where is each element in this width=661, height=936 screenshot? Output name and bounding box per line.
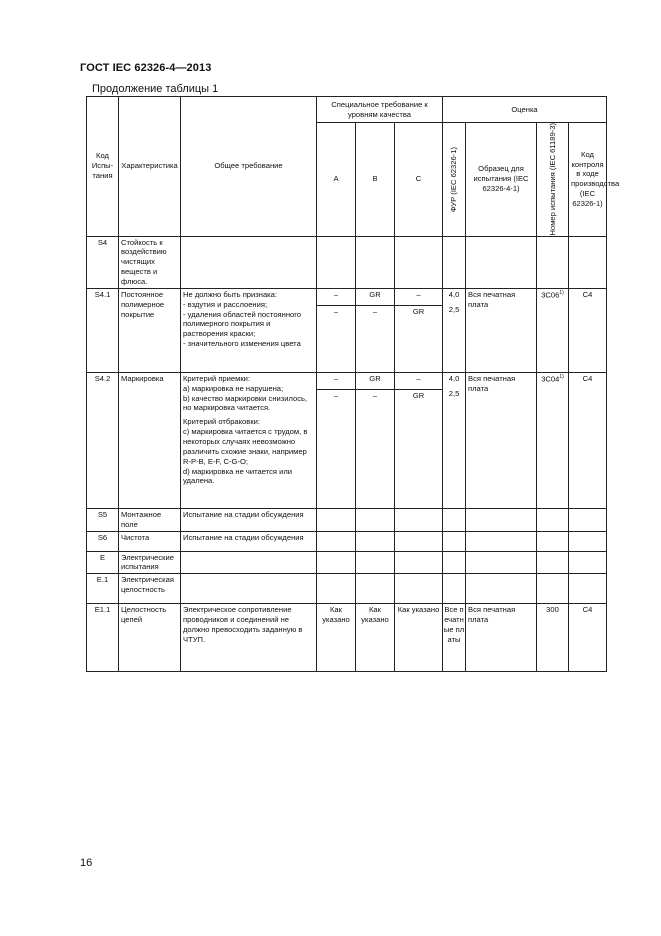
document-title: ГОСТ IEC 62326-4—2013 — [80, 62, 212, 74]
fur-cell — [443, 372, 466, 508]
header-evaluation: Оценка — [443, 97, 607, 123]
empty-cell — [537, 236, 569, 288]
empty-cell — [181, 551, 317, 574]
header-level-c: C — [395, 123, 443, 237]
row-code: E — [87, 551, 119, 574]
level-b-value: – — [356, 389, 394, 406]
empty-cell — [443, 531, 466, 551]
row-characteristic: Электрические испытания — [119, 551, 181, 574]
row-code: S4.2 — [87, 372, 119, 508]
empty-cell — [569, 574, 607, 604]
empty-cell — [569, 508, 607, 531]
sample-cell: Вся печатная плата — [466, 372, 537, 508]
fur-value: 4,0 — [448, 289, 460, 299]
control-code-cell: C4 — [569, 604, 607, 672]
level-c-cell — [395, 288, 443, 372]
table-row — [87, 604, 607, 672]
fur-value: 4,0 — [448, 373, 460, 383]
empty-cell — [466, 508, 537, 531]
empty-cell — [569, 531, 607, 551]
row-characteristic: Постоянное полимерное покрытие — [119, 288, 181, 372]
empty-cell — [443, 236, 466, 288]
test-number: 3C06 — [541, 290, 560, 300]
header-special-requirement: Специальное требование к уровням качества — [317, 97, 443, 123]
level-a-value: – — [317, 305, 355, 322]
empty-cell — [395, 508, 443, 531]
empty-cell — [395, 236, 443, 288]
level-b-cell — [356, 288, 395, 372]
row-code: S6 — [87, 531, 119, 551]
row-requirement: Испытание на стадии обсуждения — [181, 508, 317, 531]
empty-cell — [356, 574, 395, 604]
level-c-value: GR — [395, 305, 442, 322]
row-code: E.1 — [87, 574, 119, 604]
level-b-value: – — [356, 305, 394, 322]
test-number-cell: 300 — [537, 604, 569, 672]
sample-cell: Вся печатная плата — [466, 288, 537, 372]
table-row — [87, 372, 607, 508]
test-footnote: 1) — [559, 373, 564, 380]
empty-cell — [356, 531, 395, 551]
empty-cell — [356, 236, 395, 288]
table-row — [87, 574, 607, 604]
control-code-cell: C4 — [569, 288, 607, 372]
empty-cell — [443, 508, 466, 531]
empty-cell — [466, 236, 537, 288]
table-row — [87, 551, 607, 574]
empty-cell — [356, 551, 395, 574]
empty-cell — [443, 551, 466, 574]
fur-value: Все печатные платы — [443, 604, 466, 672]
control-code-cell: C4 — [569, 372, 607, 508]
empty-cell — [356, 508, 395, 531]
row-code: E1.1 — [87, 604, 119, 672]
empty-cell — [181, 574, 317, 604]
header-sample: Образец для испытания (IEC 62326-4-1) — [466, 123, 537, 237]
header-fur — [443, 123, 466, 237]
empty-cell — [317, 508, 356, 531]
empty-cell — [317, 574, 356, 604]
empty-cell — [317, 236, 356, 288]
row-characteristic: Чистота — [119, 531, 181, 551]
level-a-value: – — [317, 389, 355, 406]
fur-cell — [443, 288, 466, 372]
row-requirement: Испытание на стадии обсуждения — [181, 531, 317, 551]
table-row — [87, 236, 607, 288]
test-number-cell — [537, 288, 569, 372]
empty-cell — [181, 236, 317, 288]
header-level-b: B — [356, 123, 395, 237]
empty-cell — [395, 551, 443, 574]
page-number: 16 — [80, 857, 93, 869]
level-a-value: Как указано — [317, 604, 356, 672]
table-row — [87, 531, 607, 551]
row-code: S4.1 — [87, 288, 119, 372]
empty-cell — [569, 551, 607, 574]
level-a-cell — [317, 288, 356, 372]
row-requirement — [181, 372, 317, 508]
header-general-requirement: Общее требование — [181, 97, 317, 237]
header-fur-text: ФУР (IEC 62326-1) — [449, 146, 459, 212]
level-c-cell — [395, 372, 443, 508]
table-row — [87, 508, 607, 531]
empty-cell — [537, 531, 569, 551]
empty-cell — [537, 508, 569, 531]
level-c-value: – — [416, 373, 421, 383]
table-row — [87, 288, 607, 372]
level-b-value: Как указано — [356, 604, 395, 672]
test-footnote: 1) — [559, 289, 564, 296]
header-control-code: Код контроля в ходе производства (IEC 62326-1) — [569, 123, 607, 237]
empty-cell — [569, 236, 607, 288]
rejection-criteria: Критерий отбраковки: c) маркировка читается с трудом, в некоторых случаях невозможно различить схожие знаки, например R-P-B, E-F, C-G-O; d) маркировка не читается или удалена. — [183, 417, 308, 486]
empty-cell — [466, 574, 537, 604]
acceptance-criteria: Критерий приемки: a) маркировка не нарушена; b) качество маркировки снизилось, но маркировка читается. — [183, 373, 308, 413]
row-characteristic: Электрическая целостность — [119, 574, 181, 604]
header-test-number — [537, 123, 569, 237]
empty-cell — [537, 574, 569, 604]
level-a-cell — [317, 372, 356, 508]
row-code: S5 — [87, 508, 119, 531]
header-characteristic: Характеристика — [119, 97, 181, 237]
empty-cell — [466, 551, 537, 574]
level-b-cell — [356, 372, 395, 508]
fur-value: 2,5 — [448, 304, 460, 314]
test-number: 3C04 — [541, 374, 560, 384]
level-a-value: – — [333, 373, 339, 383]
fur-value: 2,5 — [448, 388, 460, 398]
header-level-a: A — [317, 123, 356, 237]
test-number-cell — [537, 372, 569, 508]
empty-cell — [395, 531, 443, 551]
level-a-value: – — [333, 289, 339, 299]
header-row-1 — [87, 97, 607, 123]
row-code: S4 — [87, 236, 119, 288]
row-characteristic: Монтажное поле — [119, 508, 181, 531]
empty-cell — [443, 574, 466, 604]
level-c-value: – — [416, 289, 421, 299]
requirements-table — [86, 96, 620, 672]
empty-cell — [317, 531, 356, 551]
empty-cell — [317, 551, 356, 574]
level-c-value: Как указано — [395, 604, 443, 672]
level-c-value: GR — [395, 389, 442, 406]
sample-cell: Вся печатная плата — [466, 604, 537, 672]
header-code: Код Испы-тания — [87, 97, 119, 237]
header-test-number-text: Номер испытания (IEC 61189-3) — [547, 123, 557, 236]
row-requirement: Не должно быть признака: - вздутия и расслоения; - удаления областей постоянного полимерного покрытия и растворения краски; - значительного изменения цвета — [181, 288, 317, 372]
empty-cell — [466, 531, 537, 551]
row-requirement: Электрическое сопротивление проводников и соединений не должно превосходить заданную в ЧТУП. — [181, 604, 317, 672]
empty-cell — [395, 574, 443, 604]
row-characteristic: Стойкость к воздействию чистящих веществ и флюса. — [119, 236, 181, 288]
row-characteristic: Маркировка — [119, 372, 181, 508]
level-b-value: GR — [369, 373, 381, 383]
empty-cell — [537, 551, 569, 574]
row-characteristic: Целостность цепей — [119, 604, 181, 672]
table-continuation-caption: Продолжение таблицы 1 — [92, 83, 219, 95]
level-b-value: GR — [369, 289, 381, 299]
